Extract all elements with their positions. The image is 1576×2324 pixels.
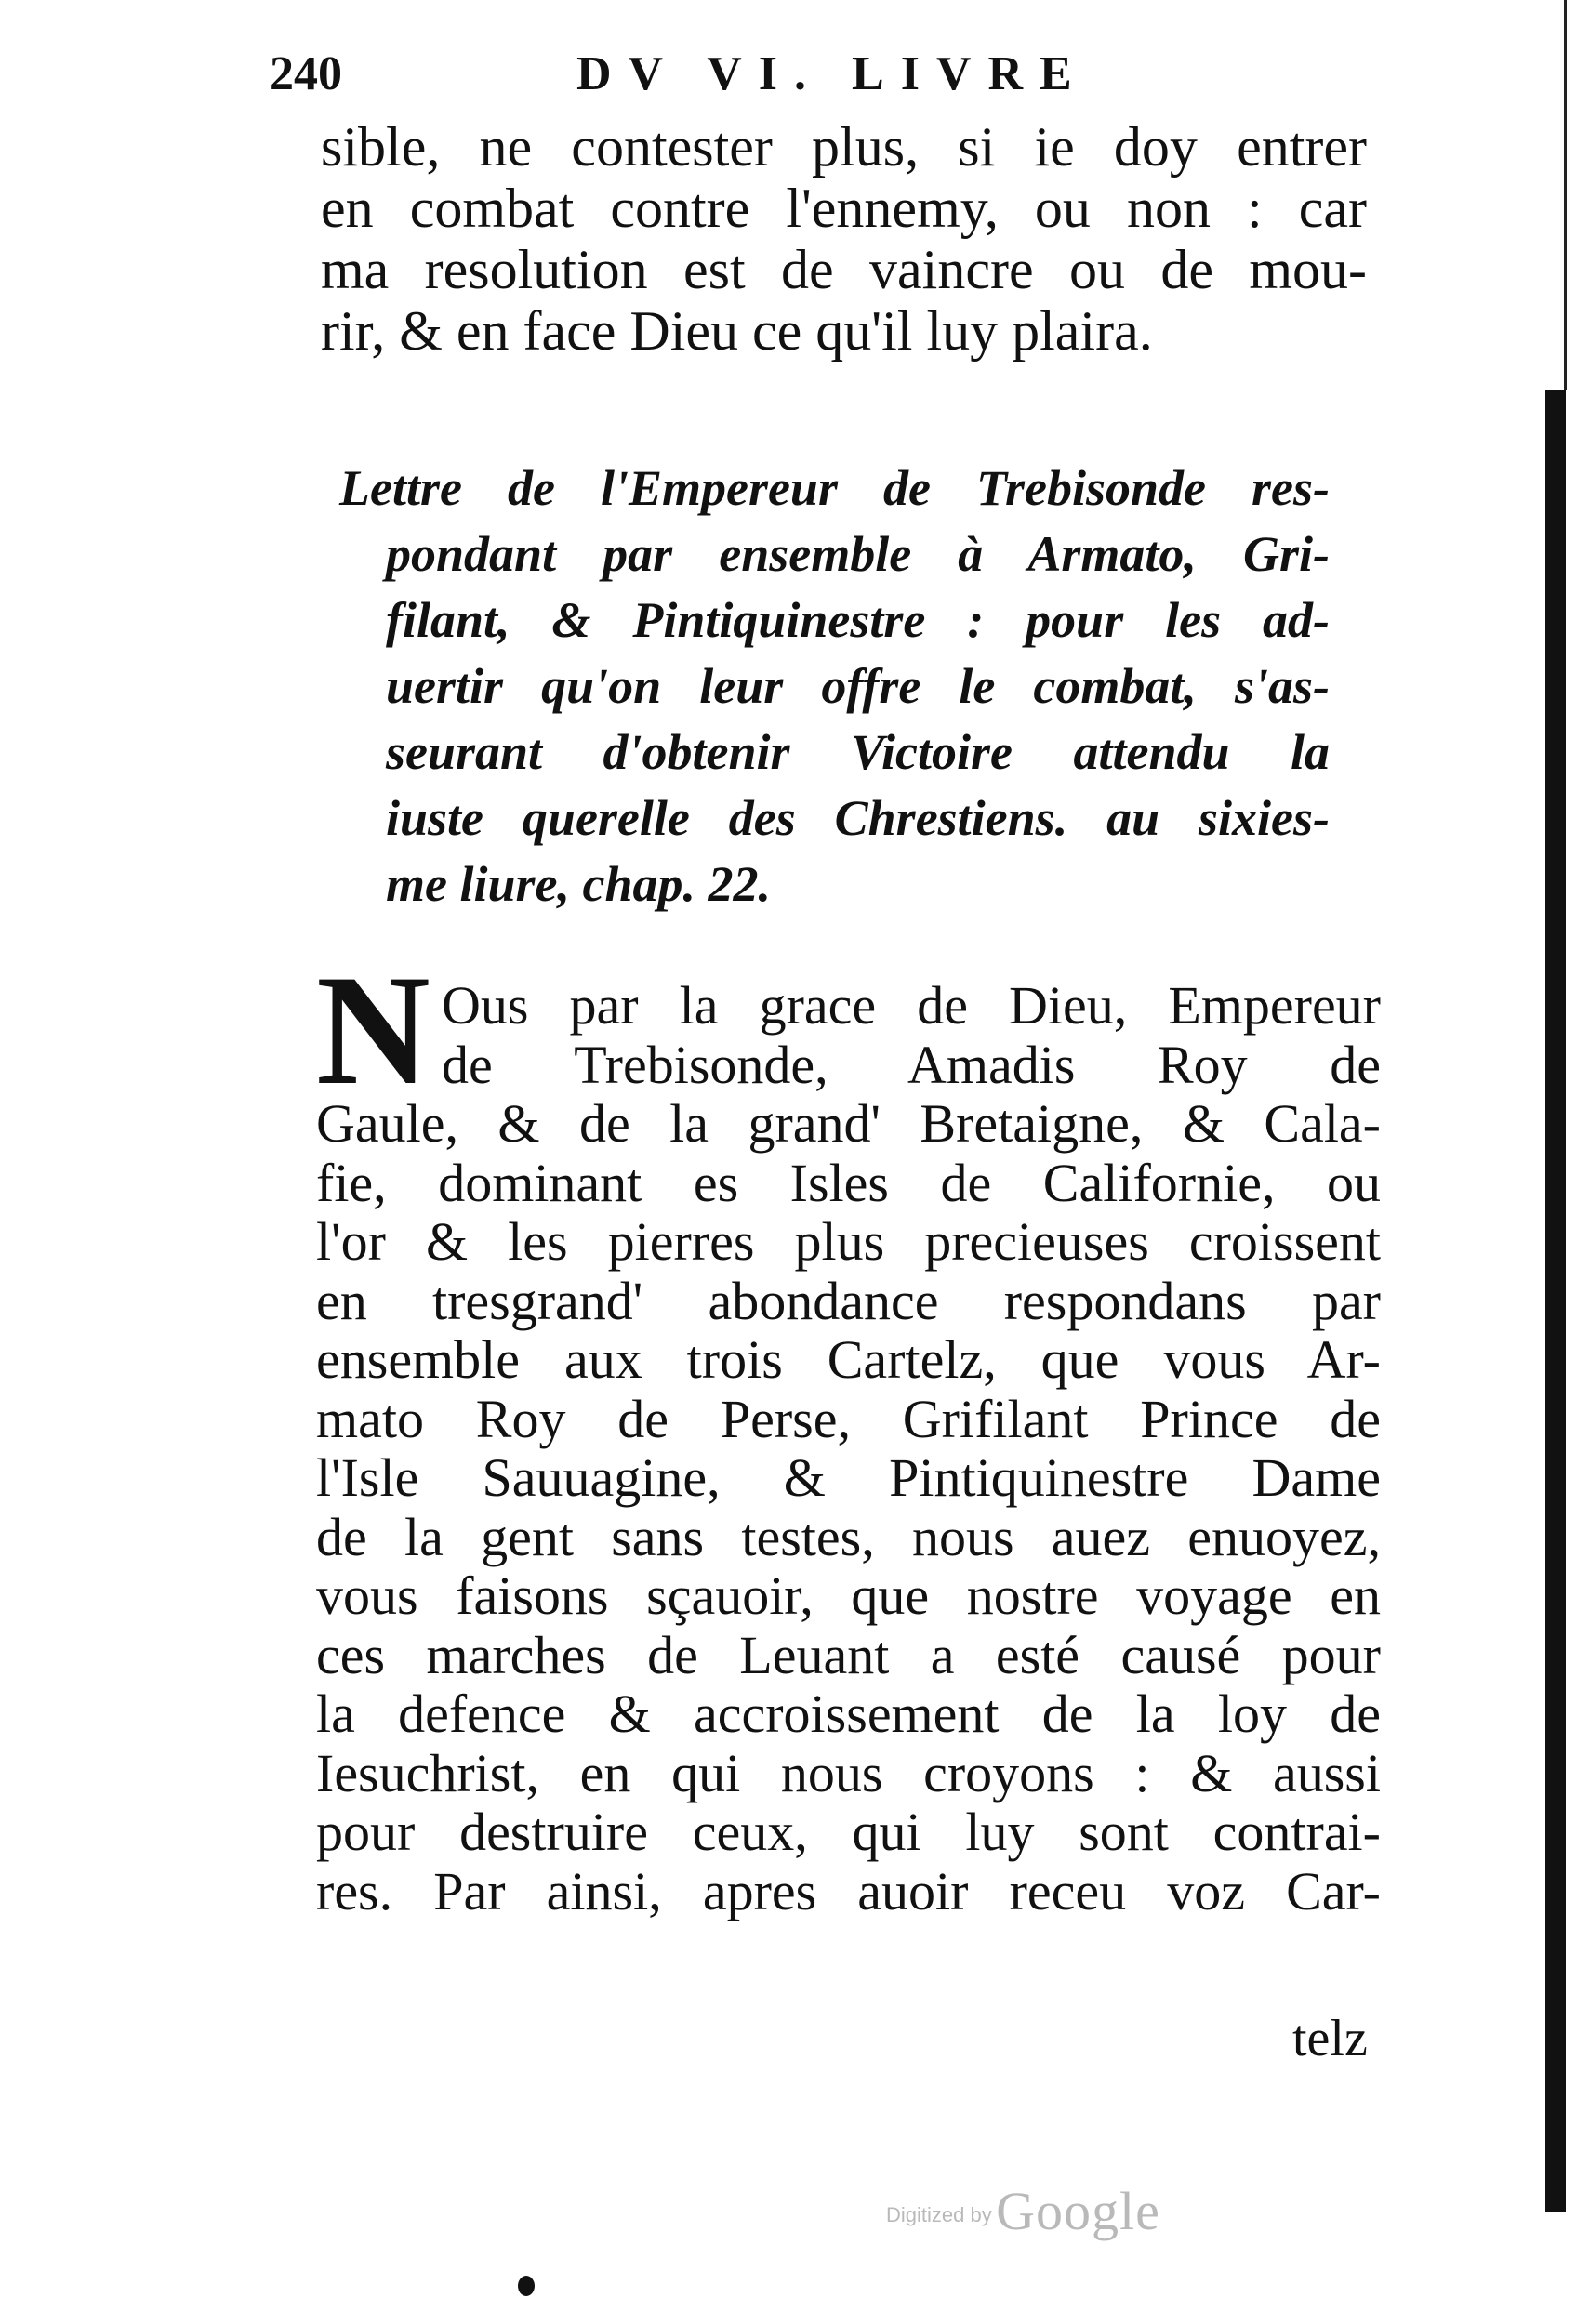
google-logo: Google (996, 2181, 1160, 2241)
stamp-prefix: Digitized by (886, 2203, 992, 2226)
text-line: ces marches de Leuant a esté causé pour (316, 1624, 1381, 1685)
letter-heading (339, 456, 1330, 918)
text-line: sible, ne contester plus, si ie doy entrer (321, 116, 1367, 178)
running-head: DV VI. LIVRE (576, 47, 1089, 100)
heading-line: pondant par ensemble à Armato, Gri- (386, 526, 1330, 582)
text-line: mato Roy de Perse, Grifilant Prince de (316, 1388, 1381, 1449)
text-line: la defence & accroissement de la loy de (316, 1684, 1381, 1744)
text-line: ma resolution est de vaincre ou de mou- (321, 239, 1367, 300)
heading-line: iuste querelle des Chrestiens. au sixies- (386, 790, 1330, 846)
text-line: Iesuchrist, en qui nous croyons : & aussi (316, 1742, 1381, 1803)
text-line: res. Par ainsi, apres auoir receu voz Car- (316, 1860, 1381, 1921)
text-line: en tresgrand' abondance respondans par (316, 1270, 1381, 1331)
text-line: de Trebisonde, Amadis Roy de (442, 1034, 1381, 1095)
page-edge-shadow (1545, 390, 1566, 2212)
heading-line: uertir qu'on leur offre le combat, s'as- (386, 658, 1330, 714)
text-line: Ous par la grace de Dieu, Empereur (442, 975, 1381, 1036)
text-line: vous faisons sçauoir, que nostre voyage en (316, 1565, 1381, 1626)
digitized-stamp (886, 2180, 1160, 2242)
heading-line: Lettre de l'Empereur de Trebisonde res- (339, 460, 1330, 516)
page-header (270, 37, 1367, 112)
heading-line: me liure, chap. 22. (386, 856, 771, 912)
text-line: fie, dominant es Isles de Californie, ou (316, 1152, 1381, 1213)
heading-line: filant, & Pintiquinestre : pour les ad- (386, 592, 1330, 648)
intro-paragraph (321, 116, 1367, 362)
drop-cap: N (316, 943, 430, 1117)
page-number: 240 (270, 47, 342, 100)
text-line: l'or & les pierres plus precieuses croissent (316, 1211, 1381, 1272)
letter-body (316, 943, 1381, 1921)
heading-line: seurant d'obtenir Victoire attendu la (386, 724, 1330, 780)
text-line: en combat contre l'ennemy, ou non : car (321, 178, 1367, 239)
text-line: ensemble aux trois Cartelz, que vous Ar- (316, 1329, 1381, 1390)
text-line: Gaule, & de la grand' Bretaigne, & Cala- (316, 1093, 1381, 1154)
page-edge-line (1547, 0, 1567, 390)
text-line: rir, & en face Dieu ce qu'il luy plaira. (321, 300, 1153, 362)
text-line: pour destruire ceux, qui luy sont contrai- (316, 1802, 1381, 1862)
ink-dot (518, 2276, 535, 2296)
text-line: l'Isle Sauuagine, & Pintiquinestre Dame (316, 1447, 1381, 1508)
text-line: de la gent sans testes, nous auez enuoyez, (316, 1506, 1381, 1567)
catchword: telz (1292, 2010, 1368, 2067)
